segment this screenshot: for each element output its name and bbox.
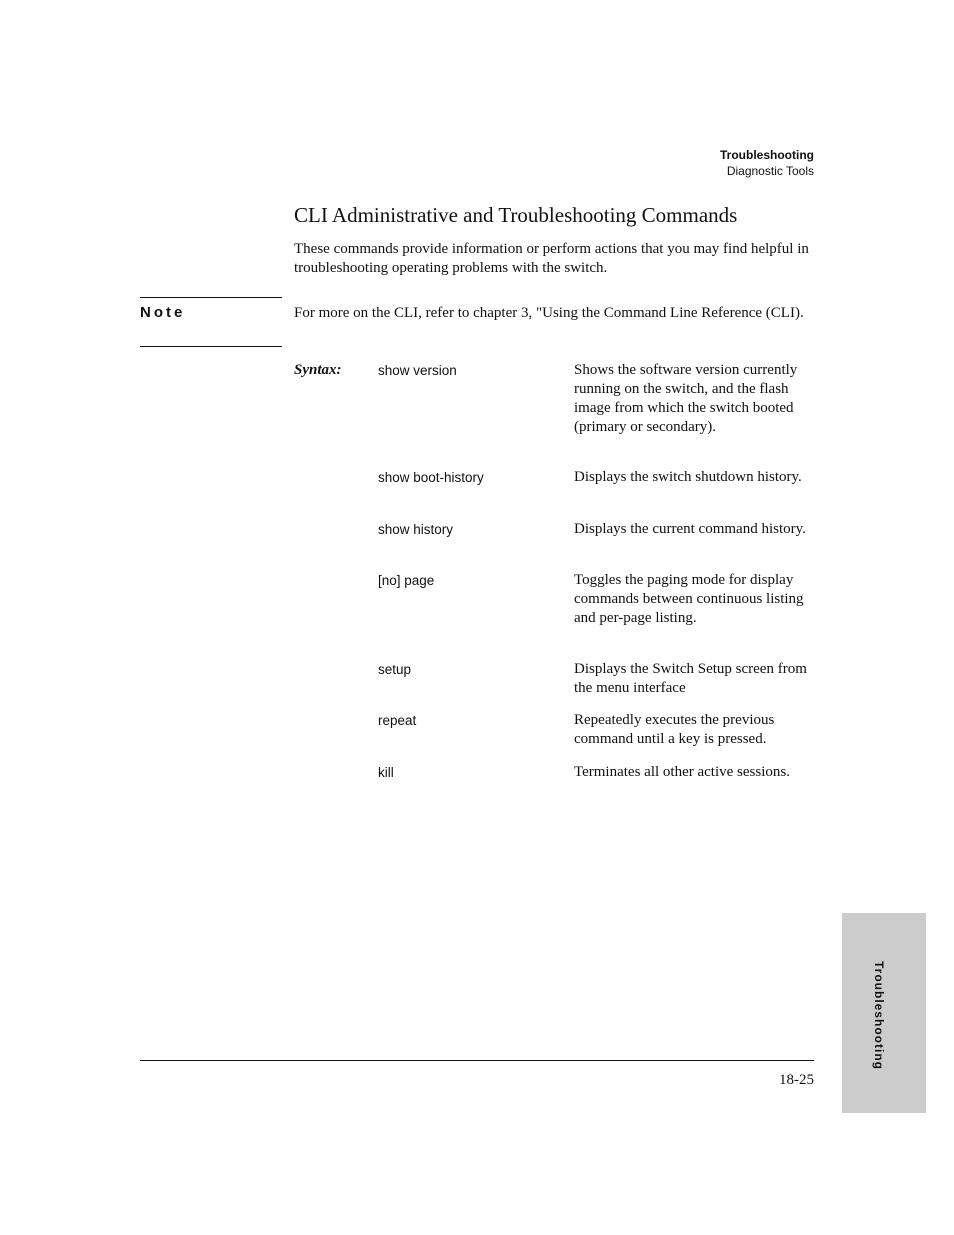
note-bottom-rule <box>140 346 282 347</box>
command-description: Toggles the paging mode for display commands between continuous listing and per-page listing. <box>574 572 804 626</box>
command-description: Displays the current command history. <box>574 521 806 537</box>
running-head-chapter: Troubleshooting <box>720 148 814 162</box>
note-top-rule <box>140 297 282 298</box>
command-description: Terminates all other active sessions. <box>574 764 790 780</box>
syntax-label: Syntax: <box>294 362 342 378</box>
footer-rule <box>140 1060 814 1061</box>
command-description: Displays the switch shutdown history. <box>574 469 802 485</box>
section-title: CLI Administrative and Troubleshooting Commands <box>294 203 738 227</box>
command-name: show boot-history <box>378 470 484 485</box>
chapter-thumb-tab <box>842 913 926 1113</box>
command-description: Displays the Switch Setup screen from the menu interface <box>574 661 807 696</box>
command-name: kill <box>378 765 394 780</box>
command-description: Shows the software version currently running on the switch, and the flash image from which the switch booted (primary or secondary). <box>574 362 798 435</box>
command-name: show history <box>378 522 454 537</box>
running-head <box>720 147 814 179</box>
note-text: For more on the CLI, refer to chapter 3, "Using the Command Line Reference (CLI). <box>294 305 804 321</box>
running-head-section: Diagnostic Tools <box>726 164 814 178</box>
thumb-tab-label: Troubleshooting <box>872 961 886 1070</box>
section-intro: These commands provide information or perform actions that you may find helpful in troubleshooting operating problems with the switch. <box>294 241 809 276</box>
note-label: Note <box>140 304 186 321</box>
command-name: repeat <box>378 713 417 728</box>
command-name: show version <box>378 363 457 378</box>
command-description: Repeatedly executes the previous command until a key is pressed. <box>574 712 775 747</box>
command-name: setup <box>378 662 412 677</box>
page-number: 18-25 <box>779 1072 814 1088</box>
command-name: [no] page <box>378 573 435 588</box>
